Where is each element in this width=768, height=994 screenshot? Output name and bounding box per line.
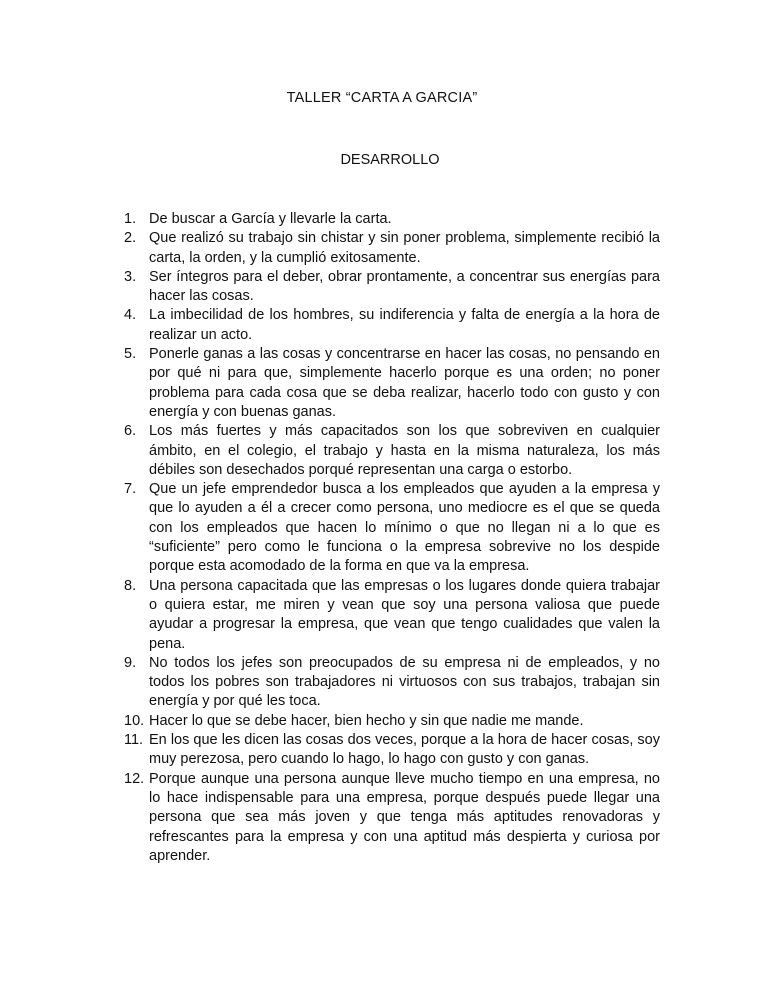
item-text: Porque aunque una persona aunque lleve mucho tiempo en una empresa, no lo hace indispensable para una empresa, porque después puede llegar una persona que sea más joven y que tenga más aptitudes renovadoras y refrescantes para la empresa y con una aptitud más despierta y curiosa por aprender. <box>149 770 660 864</box>
item-text: Hacer lo que se debe hacer, bien hecho y sin que nadie me mande. <box>149 712 584 729</box>
item-text: Los más fuertes y más capacitados son los que sobreviven en cualquier ámbito, en el colegio, el trabajo y hasta en la misma naturaleza, los más débiles son desechados porqué representan una carga o estorbo. <box>149 423 660 478</box>
list-item <box>124 268 660 307</box>
item-text: En los que les dicen las cosas dos veces, porque a la hora de hacer cosas, soy muy perezosa, pero cuando lo hago, lo hago con gusto y con ganas. <box>149 732 660 768</box>
list-item <box>124 210 660 229</box>
list-item <box>124 422 660 480</box>
item-number: 1. <box>124 211 137 227</box>
list-item <box>124 731 660 770</box>
item-number: 11. <box>124 732 144 749</box>
section-heading: DESARROLLO <box>340 152 440 168</box>
document-title: TALLER “CARTA A GARCIA” <box>286 90 478 106</box>
list-item <box>124 712 660 731</box>
item-number: 7. <box>124 481 137 498</box>
item-text: Ponerle ganas a las cosas y concentrarse en hacer las cosas, no pensando en por qué ni para que, simplemente hacerlo porque es una orden; no poner problema para cada cosa que se deba realizar, hacerlo todo con gusto y con energía y con buenas ganas. <box>149 346 660 420</box>
item-text: La imbecilidad de los hombres, su indiferencia y falta de energía a la hora de realizar un acto. <box>149 307 660 343</box>
item-number: 6. <box>124 423 137 440</box>
item-text: Que realizó su trabajo sin chistar y sin poner problema, simplemente recibió la carta, la orden, y la cumplió exitosamente. <box>149 230 660 266</box>
item-number: 5. <box>124 346 137 363</box>
item-number: 9. <box>124 654 137 671</box>
list-item <box>124 345 660 422</box>
list-item <box>124 654 660 712</box>
item-number: 10. <box>124 712 145 729</box>
item-number: 8. <box>124 577 137 594</box>
item-number: 3. <box>124 268 137 285</box>
item-number: 2. <box>124 230 137 247</box>
item-text: Una persona capacitada que las empresas o los lugares donde quiera trabajar o quiera estar, me miren y vean que soy una persona valiosa que puede ayudar a progresar la empresa, que vean que tengo cualidades que valen la pena. <box>149 577 660 652</box>
item-number: 4. <box>124 307 137 324</box>
item-text: Que un jefe emprendedor busca a los empleados que ayuden a la empresa y que lo ayuden a él a crecer como persona, uno mediocre es el que se queda con los empleados que hacen lo mínimo o que no llegan ni a lo que es “suficiente” pero como le funciona o la empresa sobrevive no los despide porque esta acomodado de la forma en que va la empresa. <box>149 481 660 575</box>
answer-list <box>124 210 660 866</box>
list-item <box>124 229 660 268</box>
list-item <box>124 770 660 866</box>
list-item <box>124 577 660 654</box>
item-text: No todos los jefes son preocupados de su empresa ni de empleados, y no todos los pobres son trabajadores ni virtuosos con sus trabajos, trabajan sin energía y por qué les toca. <box>149 654 660 710</box>
item-text: Ser íntegros para el deber, obrar prontamente, a concentrar sus energías para hacer las cosas. <box>149 268 660 305</box>
list-item <box>124 306 660 345</box>
list-item <box>124 480 660 576</box>
item-text: De buscar a García y llevarle la carta. <box>149 211 392 227</box>
item-number: 12. <box>124 770 145 787</box>
